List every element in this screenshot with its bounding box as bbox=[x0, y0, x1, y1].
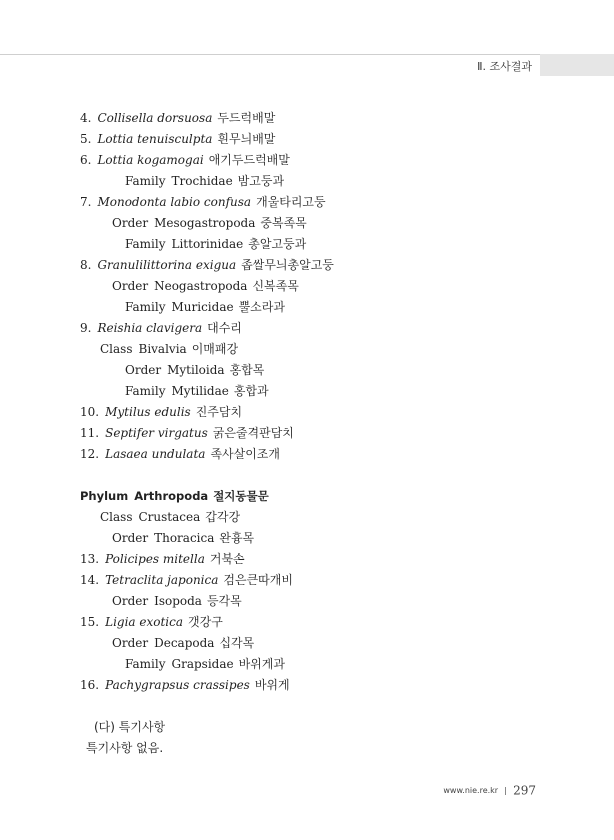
page-number: 297 bbox=[513, 783, 536, 798]
taxon-rank: Order bbox=[112, 279, 149, 293]
species-number: 9. bbox=[80, 321, 92, 335]
taxon-phylum-entry bbox=[80, 486, 540, 507]
page-footer bbox=[443, 780, 536, 799]
scientific-name: Lasaea undulata bbox=[105, 447, 206, 461]
taxon-rank: Family bbox=[125, 384, 166, 398]
taxon-order-entry bbox=[80, 360, 540, 381]
header-tab-block bbox=[540, 54, 614, 76]
korean-name: 뿔소라과 bbox=[238, 300, 285, 314]
scientific-name: Lottia kogamogai bbox=[97, 153, 204, 167]
species-number: 12. bbox=[80, 447, 100, 461]
korean-name: 완흉목 bbox=[219, 531, 255, 545]
taxon-name: Thoracica bbox=[154, 531, 215, 545]
korean-name: 이매패강 bbox=[191, 342, 239, 356]
scientific-name: Mytilus edulis bbox=[105, 405, 191, 419]
species-entry bbox=[80, 129, 540, 150]
footer-url: www.nie.re.kr bbox=[443, 786, 499, 795]
korean-name: 바위게 bbox=[254, 678, 290, 692]
taxon-name: Arthropoda bbox=[134, 489, 209, 503]
taxon-rank: Order bbox=[112, 531, 149, 545]
species-entry bbox=[80, 675, 540, 696]
korean-name: 족사살이조개 bbox=[210, 447, 280, 461]
scientific-name: Pachygrapsus crassipes bbox=[105, 678, 250, 692]
species-number: 7. bbox=[80, 195, 92, 209]
species-number: 10. bbox=[80, 405, 100, 419]
korean-name: 홍합과 bbox=[233, 384, 269, 398]
scientific-name: Septifer virgatus bbox=[105, 426, 208, 440]
korean-name: 등각목 bbox=[206, 594, 242, 608]
taxon-name: Mytiloida bbox=[167, 363, 225, 377]
taxon-rank: Family bbox=[125, 657, 166, 671]
taxon-rank: Order bbox=[112, 636, 149, 650]
taxon-order-entry bbox=[80, 528, 540, 549]
taxon-order-entry bbox=[80, 213, 540, 234]
species-entry bbox=[80, 423, 540, 444]
section-heading: (다) 특기사항 bbox=[94, 720, 166, 734]
taxon-rank: Class bbox=[100, 342, 133, 356]
species-entry bbox=[80, 444, 540, 465]
scientific-name: Granulilittorina exigua bbox=[97, 258, 237, 272]
taxon-rank: Order bbox=[112, 594, 149, 608]
species-number: 4. bbox=[80, 111, 92, 125]
korean-name: 갯강구 bbox=[188, 615, 223, 629]
species-entry bbox=[80, 150, 540, 171]
korean-name: 밤고둥과 bbox=[237, 174, 285, 188]
species-entry bbox=[80, 318, 540, 339]
taxon-order-entry bbox=[80, 633, 540, 654]
scientific-name: Policipes mitella bbox=[105, 552, 205, 566]
korean-name: 두드럭배말 bbox=[217, 111, 276, 125]
scientific-name: Monodonta labio confusa bbox=[97, 195, 252, 209]
scientific-name: Tetraclita japonica bbox=[105, 573, 219, 587]
taxon-family-entry bbox=[80, 654, 540, 675]
korean-name: 바위게과 bbox=[238, 657, 285, 671]
korean-name: 검은큰따개비 bbox=[223, 573, 293, 587]
korean-name: 절지동물문 bbox=[213, 489, 269, 503]
taxon-rank: Order bbox=[112, 216, 149, 230]
species-entry bbox=[80, 192, 540, 213]
scientific-name: Ligia exotica bbox=[105, 615, 184, 629]
taxon-family-entry bbox=[80, 234, 540, 255]
blank-line bbox=[80, 465, 540, 486]
species-number: 5. bbox=[80, 132, 92, 146]
korean-name: 개울타리고둥 bbox=[256, 195, 326, 209]
taxon-name: Bivalvia bbox=[138, 342, 187, 356]
taxon-name: Mytilidae bbox=[171, 384, 229, 398]
taxon-family-entry bbox=[80, 297, 540, 318]
korean-name: 굵은줄격판담치 bbox=[212, 426, 294, 440]
korean-name: 신복족목 bbox=[252, 279, 299, 293]
korean-name: 대수리 bbox=[207, 321, 242, 335]
taxon-order-entry bbox=[80, 591, 540, 612]
scientific-name: Reishia clavigera bbox=[97, 321, 203, 335]
taxon-name: Isopoda bbox=[154, 594, 202, 608]
taxon-rank: Family bbox=[125, 237, 166, 251]
korean-name: 거북손 bbox=[209, 552, 245, 566]
taxon-name: Muricidae bbox=[171, 300, 234, 314]
taxon-name: Mesogastropoda bbox=[154, 216, 256, 230]
species-entry bbox=[80, 402, 540, 423]
taxon-rank: Phylum bbox=[80, 489, 129, 503]
korean-name: 애기두드럭배말 bbox=[208, 153, 290, 167]
taxon-rank: Family bbox=[125, 174, 166, 188]
scientific-name: Collisella dorsuosa bbox=[97, 111, 213, 125]
taxon-class-entry bbox=[80, 339, 540, 360]
species-entry bbox=[80, 612, 540, 633]
species-entry bbox=[80, 255, 540, 276]
species-number: 16. bbox=[80, 678, 100, 692]
footer-separator bbox=[505, 787, 506, 795]
species-number: 11. bbox=[80, 426, 100, 440]
taxon-family-entry bbox=[80, 171, 540, 192]
korean-name: 갑각강 bbox=[205, 510, 241, 524]
korean-name: 흰무늬배말 bbox=[217, 132, 276, 146]
korean-name: 진주담치 bbox=[195, 405, 243, 419]
chapter-title: Ⅱ. 조사결과 bbox=[477, 60, 532, 73]
section-text: 특기사항 없음. bbox=[86, 741, 164, 755]
taxon-rank: Class bbox=[100, 510, 133, 524]
korean-name: 십각목 bbox=[219, 636, 255, 650]
taxon-family-entry bbox=[80, 381, 540, 402]
korean-name: 홍합목 bbox=[229, 363, 265, 377]
species-entry bbox=[80, 549, 540, 570]
species-number: 14. bbox=[80, 573, 100, 587]
species-list bbox=[80, 108, 540, 759]
species-number: 15. bbox=[80, 615, 100, 629]
blank-line bbox=[80, 696, 540, 717]
taxon-name: Crustacea bbox=[138, 510, 201, 524]
taxon-name: Trochidae bbox=[171, 174, 233, 188]
taxon-rank: Family bbox=[125, 300, 166, 314]
korean-name: 좁쌀무늬총알고둥 bbox=[241, 258, 334, 272]
korean-name: 중복족목 bbox=[260, 216, 307, 230]
scientific-name: Lottia tenuisculpta bbox=[97, 132, 213, 146]
species-number: 8. bbox=[80, 258, 92, 272]
taxon-name: Decapoda bbox=[154, 636, 215, 650]
korean-name: 총알고둥과 bbox=[248, 237, 307, 251]
species-entry bbox=[80, 570, 540, 591]
taxon-class-entry bbox=[80, 507, 540, 528]
species-entry bbox=[80, 108, 540, 129]
species-number: 6. bbox=[80, 153, 92, 167]
taxon-order-entry bbox=[80, 276, 540, 297]
taxon-rank: Order bbox=[125, 363, 162, 377]
taxon-name: Neogastropoda bbox=[154, 279, 248, 293]
taxon-name: Littorinidae bbox=[171, 237, 244, 251]
species-number: 13. bbox=[80, 552, 100, 566]
taxon-name: Grapsidae bbox=[171, 657, 234, 671]
